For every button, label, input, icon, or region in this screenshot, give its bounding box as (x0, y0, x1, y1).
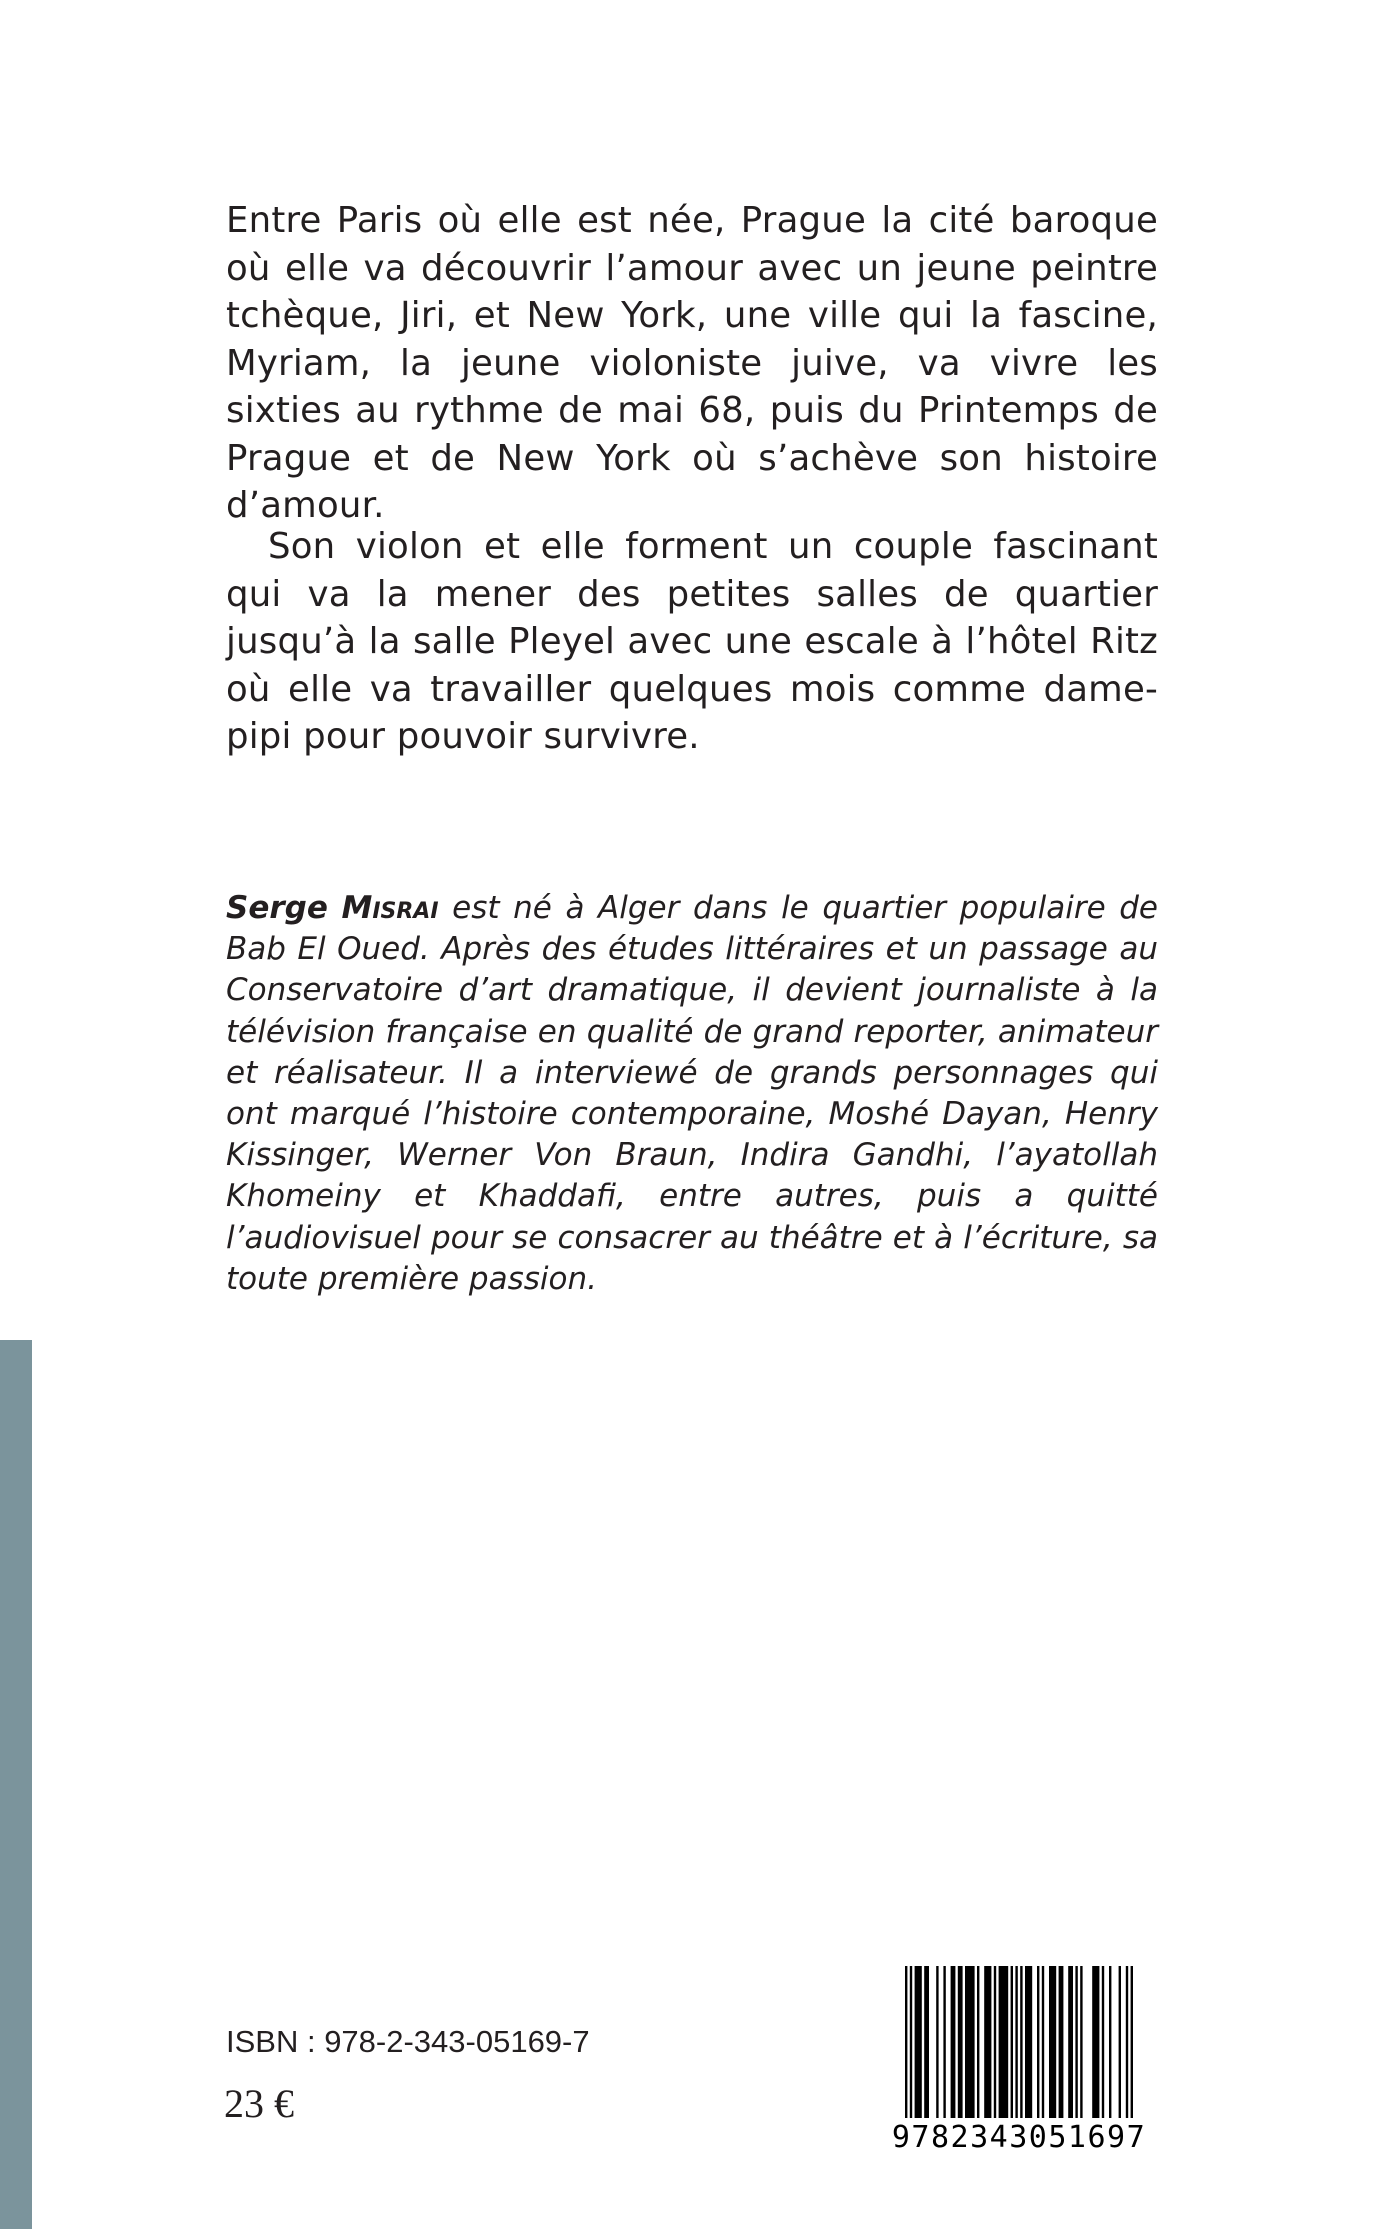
barcode-bar (1049, 1966, 1056, 2118)
barcode-bar (936, 1966, 938, 2118)
barcode-bar (1037, 1966, 1039, 2118)
blurb-paragraph-2 (226, 523, 1158, 761)
author-last-name: Misrai (341, 890, 439, 926)
author-bio-text: est né à Alger dans le quartier populaire de Bab El Oued. Après des études littéraires et un passage au Conservatoire d’art dramatique, il devient journaliste à la télévision française en qualité de grand reporter, animateur et réalisateur. Il a interviewé de grands personnages qui ont marqué l’histoire contemporaine, Moshé Dayan, Henry Kissinger, Werner Von Braun, Indira Gandhi, l’ayatollah Khomeiny et Khaddafi, entre autres, puis a quitté l’audiovisuel pour se consacrer au théâtre et à l’écriture, sa toute première passion. (226, 890, 1158, 1297)
side-color-band (0, 1340, 32, 2229)
barcode-bar (1092, 1966, 1099, 2118)
barcode-bar (905, 1966, 907, 2136)
barcode-bar (1080, 1966, 1082, 2118)
author-first-name: Serge (226, 890, 328, 926)
isbn-label: ISBN : 978-2-343-05169-7 (226, 2024, 590, 2059)
barcode-bar (924, 1966, 929, 2118)
barcode-bar (1119, 1966, 1121, 2118)
barcode-bar (999, 1966, 1009, 2118)
barcode-bar (1068, 1966, 1073, 2118)
barcode (877, 1960, 1161, 2163)
barcode-bar (1020, 1966, 1022, 2136)
barcode-bar (943, 1966, 945, 2118)
barcode-bar (1025, 1966, 1032, 2118)
blurb-paragraph-1 (226, 197, 1158, 530)
barcode-bar (910, 1966, 912, 2136)
price-label: 23 € (224, 2081, 294, 2126)
barcode-bar (1015, 1966, 1017, 2136)
barcode-bar (1042, 1966, 1044, 2118)
barcode-bar (951, 1966, 956, 2118)
barcode-bar (965, 1966, 975, 2118)
author-bio-paragraph (226, 888, 1158, 1300)
barcode-bar (1109, 1966, 1111, 2118)
blurb-text-2: Son violon et elle forment un couple fascinant qui va la mener des petites salles de quartier jusqu’à la salle Pleyel avec une escale à l’hôtel Ritz où elle va travailler quelques mois comme dame-pipi pour pouvoir survivre. (226, 526, 1158, 757)
barcode-bar (1011, 1966, 1013, 2118)
barcode-bar (977, 1966, 979, 2118)
barcode-bar (958, 1966, 963, 2118)
barcode-digits: 9782343051697 (877, 2118, 1161, 2158)
barcode-bar (1126, 1966, 1128, 2136)
barcode-bar (1102, 1966, 1104, 2118)
barcode-bar (1059, 1966, 1064, 2118)
barcode-bar (994, 1966, 996, 2118)
author-bio (226, 888, 1158, 1300)
barcode-bar (1131, 1966, 1133, 2136)
barcode-bar (915, 1966, 922, 2118)
barcode-bar (984, 1966, 991, 2118)
barcode-bar (1075, 1966, 1077, 2118)
blurb-text-1: Entre Paris où elle est née, Prague la cité baroque où elle va découvrir l’amour avec un jeune peintre tchèque, Jiri, et New York, une ville qui la fascine, Myriam, la jeune violoniste juive, va vivre les sixties au rythme de mai 68, puis du Printemps de Prague et de New York où s’achève son histoire d’amour. (226, 200, 1158, 526)
